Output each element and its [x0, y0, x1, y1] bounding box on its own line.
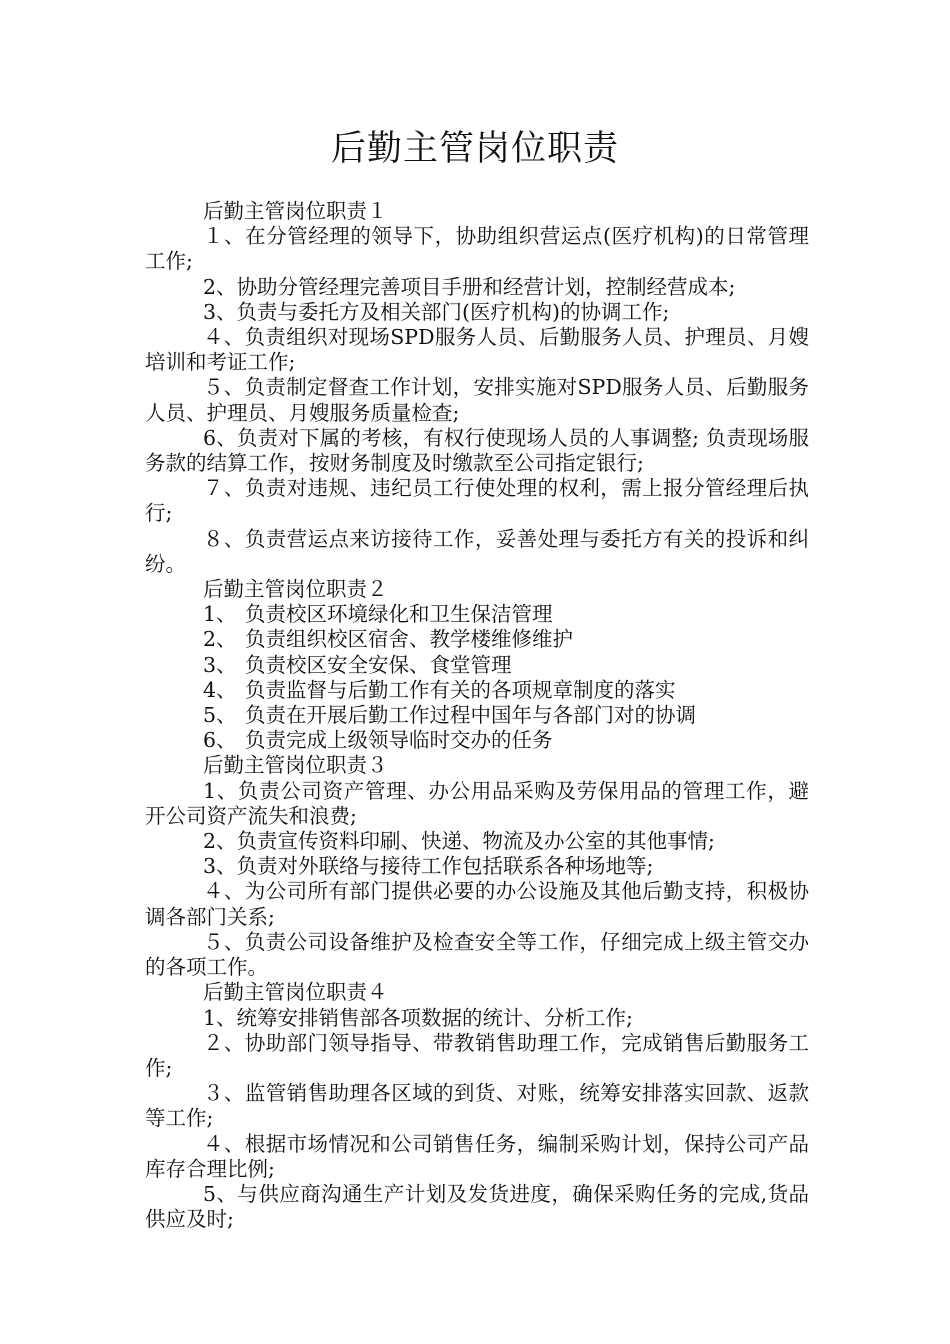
paragraph: ３、监管销售助理各区域的到货、对账，统筹安排落实回款、返款等工作;	[145, 1081, 809, 1131]
list-item-number: 4、	[203, 677, 237, 702]
list-item-text: 负责在开展后勤工作过程中国年与各部门对的协调	[245, 703, 696, 728]
document-body	[145, 199, 809, 1232]
paragraph: 6、负责对下属的考核，有权行使现场人员的人事调整; 负责现场服务款的结算工作，按财务制度及时缴款至公司指定银行;	[145, 425, 809, 476]
list-item	[145, 653, 809, 678]
list-item	[145, 602, 809, 627]
paragraph: ４、根据市场情况和公司销售任务，编制采购计划，保持公司产品库存合理比例;	[145, 1131, 809, 1181]
list-item-text: 负责校区环境绿化和卫生保洁管理	[245, 602, 553, 627]
paragraph: ５、负责制定督查工作计划，安排实施对SPD服务人员、后勤服务人员、护理员、月嫂服务质量检查;	[145, 375, 809, 425]
paragraph: 2、负责宣传资料印刷、快递、物流及办公室的其他事情;	[203, 829, 715, 854]
section-heading: 后勤主管岗位职责３	[203, 753, 388, 778]
paragraph: 2、协助分管经理完善项目手册和经营计划，控制经营成本;	[203, 274, 736, 299]
list-item-text: 负责组织校区宿舍、教学楼维修维护	[245, 627, 573, 652]
list-item	[145, 627, 809, 652]
paragraph: ２、协助部门领导指导、带教销售助理工作，完成销售后勤服务工作;	[145, 1030, 809, 1080]
list-item-number: 6、	[203, 728, 237, 753]
list-item-text: 负责完成上级领导临时交办的任务	[245, 728, 553, 753]
list-item-number: 3、	[203, 652, 237, 677]
document-title: 后勤主管岗位职责	[330, 129, 619, 169]
list-item	[145, 728, 809, 753]
paragraph: ５、负责公司设备维护及检查安全等工作，仔细完成上级主管交办的各项工作。	[145, 929, 809, 980]
section-heading: 后勤主管岗位职责１	[203, 199, 388, 223]
list-item	[145, 703, 809, 728]
list-item-text: 负责监督与后勤工作有关的各项规章制度的落实	[245, 677, 676, 702]
section-heading: 后勤主管岗位职责２	[203, 577, 388, 602]
list-item-text: 负责校区安全安保、食堂管理	[245, 652, 512, 677]
paragraph: ４、为公司所有部门提供必要的办公设施及其他后勤支持，积极协调各部门关系;	[145, 879, 809, 929]
section-heading: 后勤主管岗位职责４	[203, 980, 388, 1005]
paragraph: ７、负责对违规、违纪员工行使处理的权利，需上报分管经理后执行;	[145, 476, 809, 526]
paragraph: 1、负责公司资产管理、办公用品采购及劳保用品的管理工作，避开公司资产流失和浪费;	[145, 778, 809, 828]
paragraph: １、在分管经理的领导下，协助组织营运点(医疗机构)的日常管理工作;	[145, 224, 809, 274]
paragraph: 3、负责对外联络与接待工作包括联系各种场地等;	[203, 854, 654, 879]
list-item-number: 2、	[203, 627, 237, 652]
paragraph: 5、与供应商沟通生产计划及发货进度，确保采购任务的完成,货品供应及时;	[145, 1181, 809, 1232]
paragraph: 3、负责与委托方及相关部门(医疗机构)的协调工作;	[203, 299, 670, 324]
paragraph: ８、负责营运点来访接待工作，妥善处理与委托方有关的投诉和纠纷。	[145, 526, 809, 576]
paragraph: 1、统筹安排销售部各项数据的统计、分析工作;	[203, 1005, 633, 1030]
list-item-number: 1、	[203, 602, 237, 627]
paragraph: ４、负责组织对现场SPD服务人员、后勤服务人员、护理员、月嫂培训和考证工作;	[145, 325, 809, 375]
list-item-number: 5、	[203, 703, 237, 728]
list-item	[145, 678, 809, 703]
